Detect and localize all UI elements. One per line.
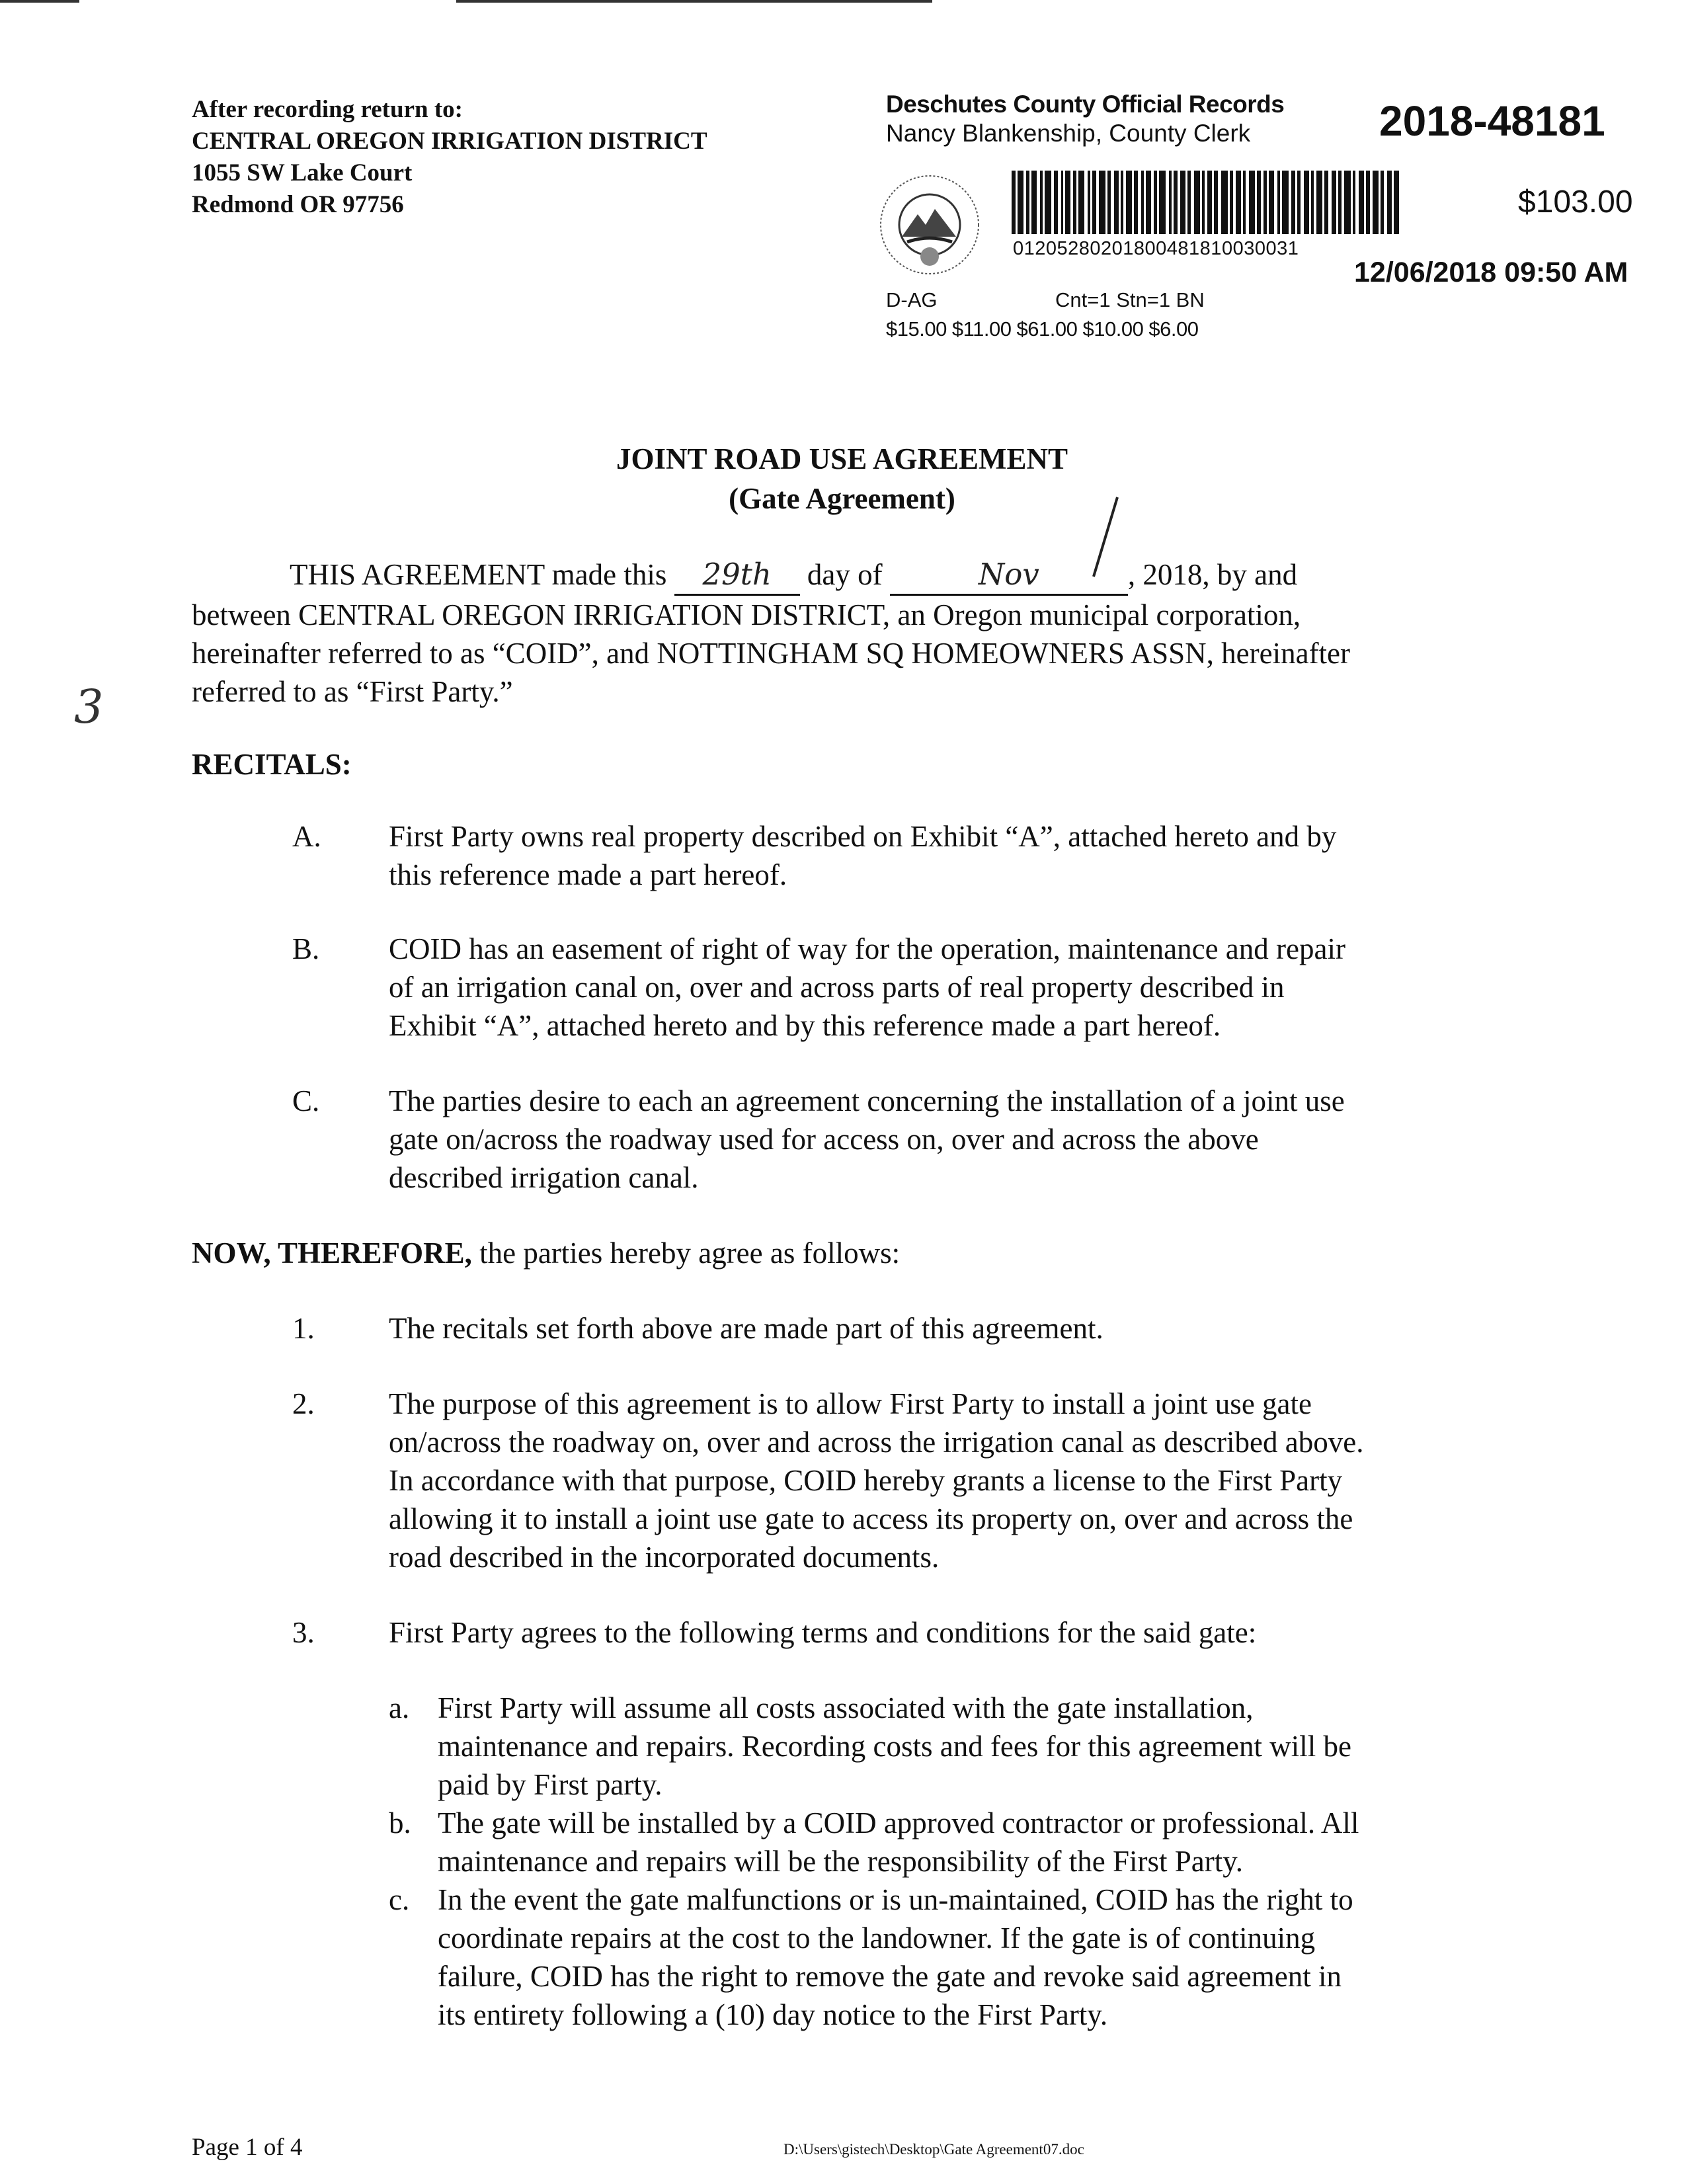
file-path: D:\Users\gistech\Desktop\Gate Agreement07.doc [783,2141,1084,2158]
intro-line-3: hereinafter referred to as “COID”, and NOTTINGHAM SQ HOMEOWNERS ASSN, hereinafter [192,637,1351,670]
recitals-heading: RECITALS: [192,748,352,781]
condition-a-line: maintenance and repairs. Recording costs and fees for this agreement will be [438,1730,1351,1763]
term-2-line: allowing it to install a joint use gate to access its property on, over and across the [389,1502,1353,1535]
condition-b-line: maintenance and repairs will be the responsibility of the First Party. [438,1845,1244,1878]
condition-c-line: its entirety following a (10) day notice to the First Party. [438,1998,1108,2031]
condition-b [438,1804,1359,1881]
recording-datetime: 12/06/2018 09:50 AM [1354,257,1628,288]
recital-a-line: First Party owns real property described on Exhibit “A”, attached hereto and by [389,820,1337,853]
county-seal-icon [878,173,981,276]
document-title: JOINT ROAD USE AGREEMENT [616,442,1068,475]
term-1 [389,1309,1103,1348]
return-line-1: After recording return to: [192,96,463,123]
fee-breakdown: $15.00 $11.00 $61.00 $10.00 $6.00 [886,317,1199,341]
recital-c [389,1082,1345,1197]
condition-a [438,1689,1351,1804]
term-1-label: 1. [292,1312,315,1345]
intro-text-3: , 2018, by and [1127,558,1298,591]
term-2-line: The purpose of this agreement is to allow First Party to install a joint use gate [389,1387,1312,1420]
county-clerk: Nancy Blankenship, County Clerk [886,120,1251,147]
return-line-2: CENTRAL OREGON IRRIGATION DISTRICT [192,128,707,155]
document-type: D-AG [886,288,938,311]
recital-c-label: C. [292,1084,320,1117]
recording-header [886,90,1284,148]
recital-b [389,930,1345,1045]
term-1-line: The recitals set forth above are made part of this agreement. [389,1312,1103,1345]
intro-paragraph [192,555,1514,711]
day-blank: 29th [674,555,800,596]
term-3-line: First Party agrees to the following terms and conditions for the said gate: [389,1616,1257,1649]
scan-artifact [0,0,79,3]
condition-b-label: b. [389,1806,411,1840]
recital-c-line: gate on/across the roadway used for access on, over and across the above [389,1123,1259,1156]
recital-b-label: B. [292,932,320,965]
recital-b-line: Exhibit “A”, attached hereto and by this reference made a part hereof. [389,1009,1221,1042]
term-3-label: 3. [292,1616,315,1649]
recital-a-label: A. [292,820,321,853]
condition-c-label: c. [389,1883,410,1916]
condition-c-line: failure, COID has the right to remove the gate and revoke said agreement in [438,1960,1342,1993]
return-line-4: Redmond OR 97756 [192,191,404,218]
condition-c-line: coordinate repairs at the cost to the landowner. If the gate is of continuing [438,1921,1316,1955]
return-line-3: 1055 SW Lake Court [192,159,413,186]
page-number: Page 1 of 4 [192,2134,303,2161]
term-3 [389,1613,1256,1652]
recital-a-line: this reference made a part hereof. [389,858,787,891]
now-therefore-bold: NOW, THEREFORE, [192,1236,472,1270]
barcode-number: 01205280201800481810030031 [1013,238,1299,259]
condition-a-line: paid by First party. [438,1768,662,1801]
recital-b-line: of an irrigation canal on, over and across parts of real property described in [389,971,1285,1004]
intro-line-4: referred to as “First Party.” [192,675,513,708]
now-therefore [192,1234,900,1272]
condition-a-line: First Party will assume all costs associated with the gate installation, [438,1691,1254,1724]
term-2-label: 2. [292,1387,315,1420]
term-2 [389,1385,1363,1576]
intro-line-1 [192,555,1514,596]
condition-a-label: a. [389,1691,410,1724]
return-address [192,94,707,221]
condition-b-line: The gate will be installed by a COID approved contractor or professional. All [438,1806,1359,1840]
condition-c-line: In the event the gate malfunctions or is un-maintained, COID has the right to [438,1883,1353,1916]
month-blank: Nov [890,555,1128,596]
term-2-line: on/across the roadway on, over and across the irrigation canal as described above. [389,1426,1364,1459]
record-counts: Cnt=1 Stn=1 BN [1055,288,1205,311]
recital-a [389,817,1336,894]
condition-c [438,1881,1353,2034]
recital-c-line: The parties desire to each an agreement concerning the installation of a joint use [389,1084,1345,1117]
intro-text-2: day of [807,558,883,591]
recital-c-line: described irrigation canal. [389,1161,699,1194]
margin-note: 3 [74,680,104,734]
recording-office: Deschutes County Official Records [886,91,1285,118]
document-number: 2018-48181 [1379,97,1605,145]
term-2-line: In accordance with that purpose, COID hereby grants a license to the First Party [389,1464,1343,1497]
intro-text-1: THIS AGREEMENT made this [290,558,667,591]
document-subtitle: (Gate Agreement) [729,482,955,515]
intro-line-2: between CENTRAL OREGON IRRIGATION DISTRICT, an Oregon municipal corporation, [192,598,1301,631]
scan-artifact [456,0,932,3]
term-2-line: road described in the incorporated documents. [389,1541,940,1574]
recital-b-line: COID has an easement of right of way for the operation, maintenance and repair [389,932,1345,965]
fee-total: $103.00 [1518,184,1633,220]
barcode [1012,171,1514,234]
now-therefore-text: the parties hereby agree as follows: [471,1236,901,1270]
